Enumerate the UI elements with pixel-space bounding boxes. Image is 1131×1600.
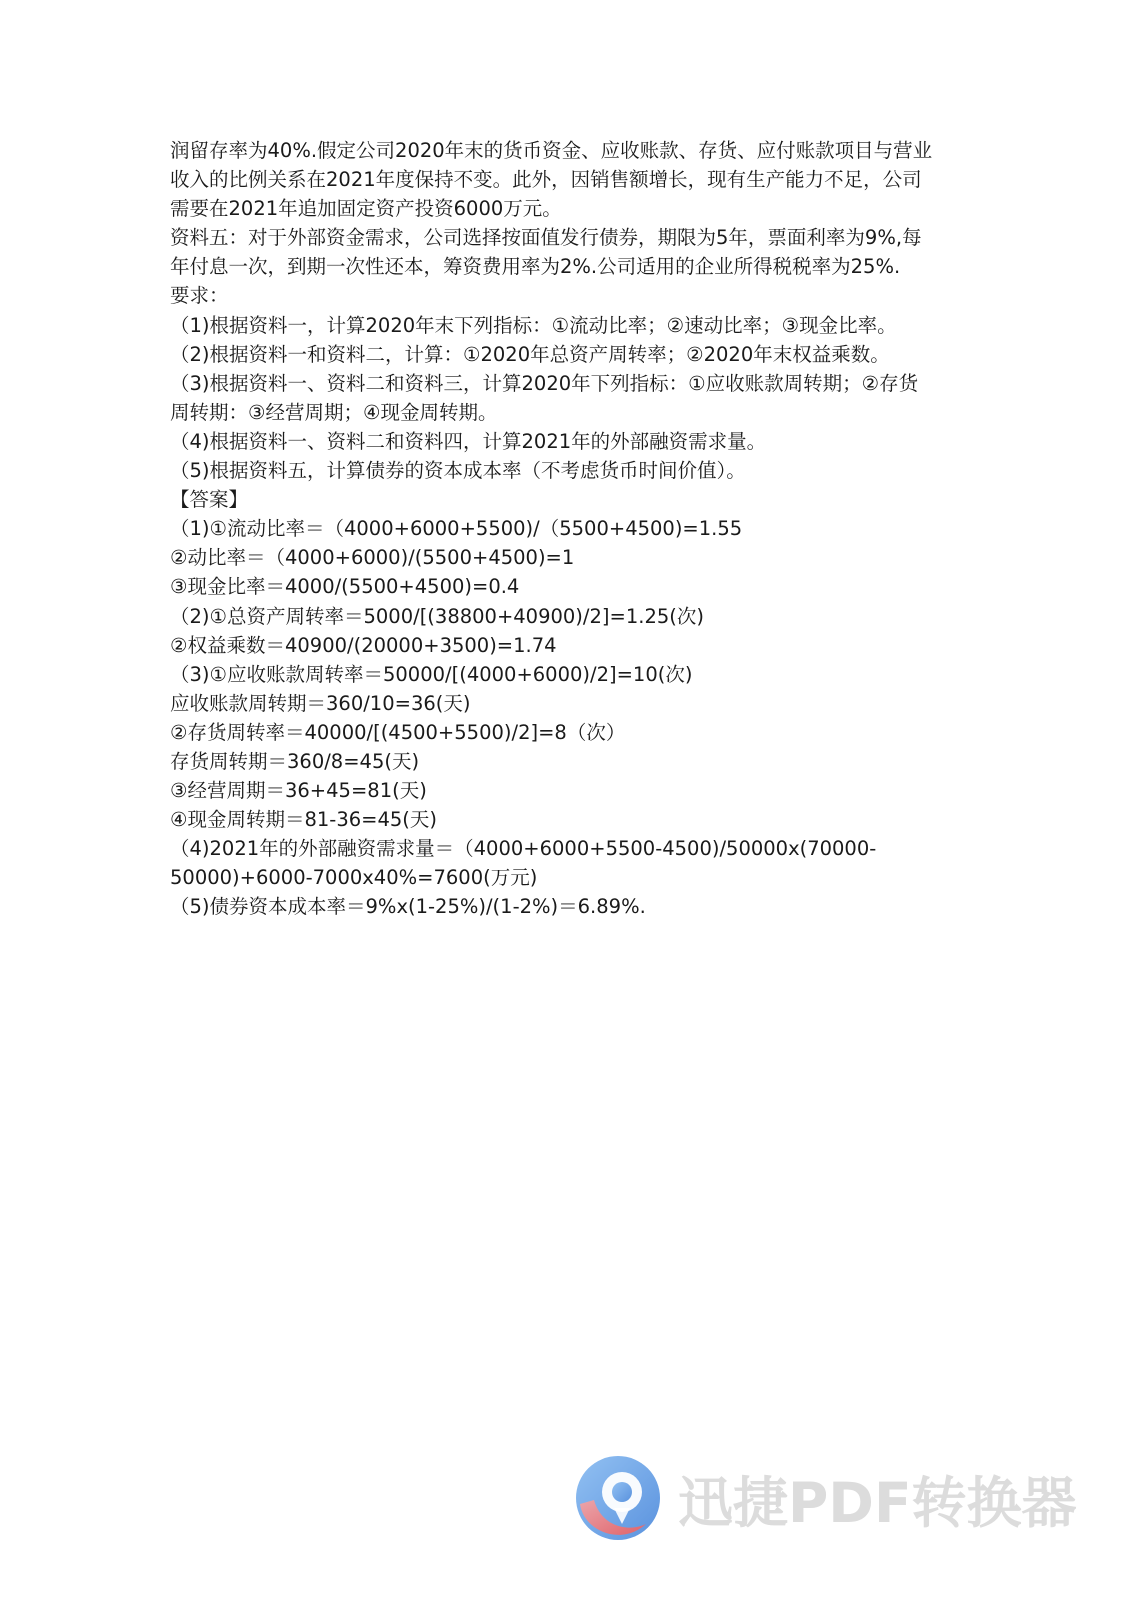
answer-line: 应收账款周转期＝360/10=36(天) (170, 691, 471, 715)
answer-line: ③现金比率＝4000/(5500+4500)=0.4 (170, 575, 520, 599)
document-body (170, 136, 1070, 922)
text-line: 需要在2021年追加固定资产投资6000万元。 (170, 197, 562, 221)
answer-line: （1)①流动比率＝（4000+6000+5500)/（5500+4500)=1.55 (170, 517, 743, 541)
answer-line: （3)①应收账款周转率＝50000/[(4000+6000)/2]=10(次) (170, 662, 693, 686)
answer-line: ④现金周转期＝81-36=45(天) (170, 808, 438, 832)
answer-line: 存货周转期＝360/8=45(天) (170, 749, 420, 773)
text-line: 润留存率为40%.假定公司2020年末的货币资金、应收账款、存货、应付账款项目与营业 (170, 139, 933, 162)
watermark-text: 迅捷PDF转换器 (678, 1470, 1077, 1535)
requirement-item: （1)根据资料一，计算2020年末下列指标：①流动比率；②速动比率；③现金比率。 (170, 313, 897, 337)
answer-heading: 【答案】 (170, 488, 249, 512)
requirement-item: （2)根据资料一和资料二，计算：①2020年总资产周转率；②2020年末权益乘数。 (170, 342, 890, 366)
text-line: 收入的比例关系在2021年度保持不变。此外，因销售额增长，现有生产能力不足，公司 (170, 168, 922, 192)
requirements-heading: 要求： (170, 284, 229, 308)
answer-line: （4)2021年的外部融资需求量＝（4000+6000+5500-4500)/50000x(70000- (170, 837, 877, 861)
answer-line: （5)债券资本成本率＝9%x(1-25%)/(1-2%)＝6.89%. (170, 895, 646, 919)
requirement-item: 周转期：③经营周期；④现金周转期。 (170, 400, 498, 424)
text-line: 资料五：对于外部资金需求，公司选择按面值发行债券，期限为5年，票面利率为9%,每 (170, 226, 922, 250)
answer-line: ②权益乘数＝40900/(20000+3500)=1.74 (170, 633, 557, 657)
answer-line: ②动比率＝（4000+6000)/(5500+4500)=1 (170, 546, 575, 570)
requirement-item: （4)根据资料一、资料二和资料四，计算2021年的外部融资需求量。 (170, 429, 767, 453)
xunjie-logo-icon (574, 1454, 662, 1542)
answer-line: （2)①总资产周转率＝5000/[(38800+40900)/2]=1.25(次) (170, 604, 704, 628)
text-line: 年付息一次，到期一次性还本，筹资费用率为2%.公司适用的企业所得税税率为25%. (170, 255, 901, 279)
requirement-item: （3)根据资料一、资料二和资料三，计算2020年下列指标：①应收账款周转期；②存货 (170, 371, 919, 395)
answer-line: ③经营周期＝36+45=81(天) (170, 779, 427, 803)
answer-line: ②存货周转率＝40000/[(4500+5500)/2]=8（次） (170, 720, 626, 744)
watermark (574, 1452, 1077, 1544)
requirement-item: （5)根据资料五，计算债券的资本成本率（不考虑货币时间价值）。 (170, 459, 746, 483)
answer-line: 50000)+6000-7000x40%=7600(万元) (170, 866, 538, 890)
